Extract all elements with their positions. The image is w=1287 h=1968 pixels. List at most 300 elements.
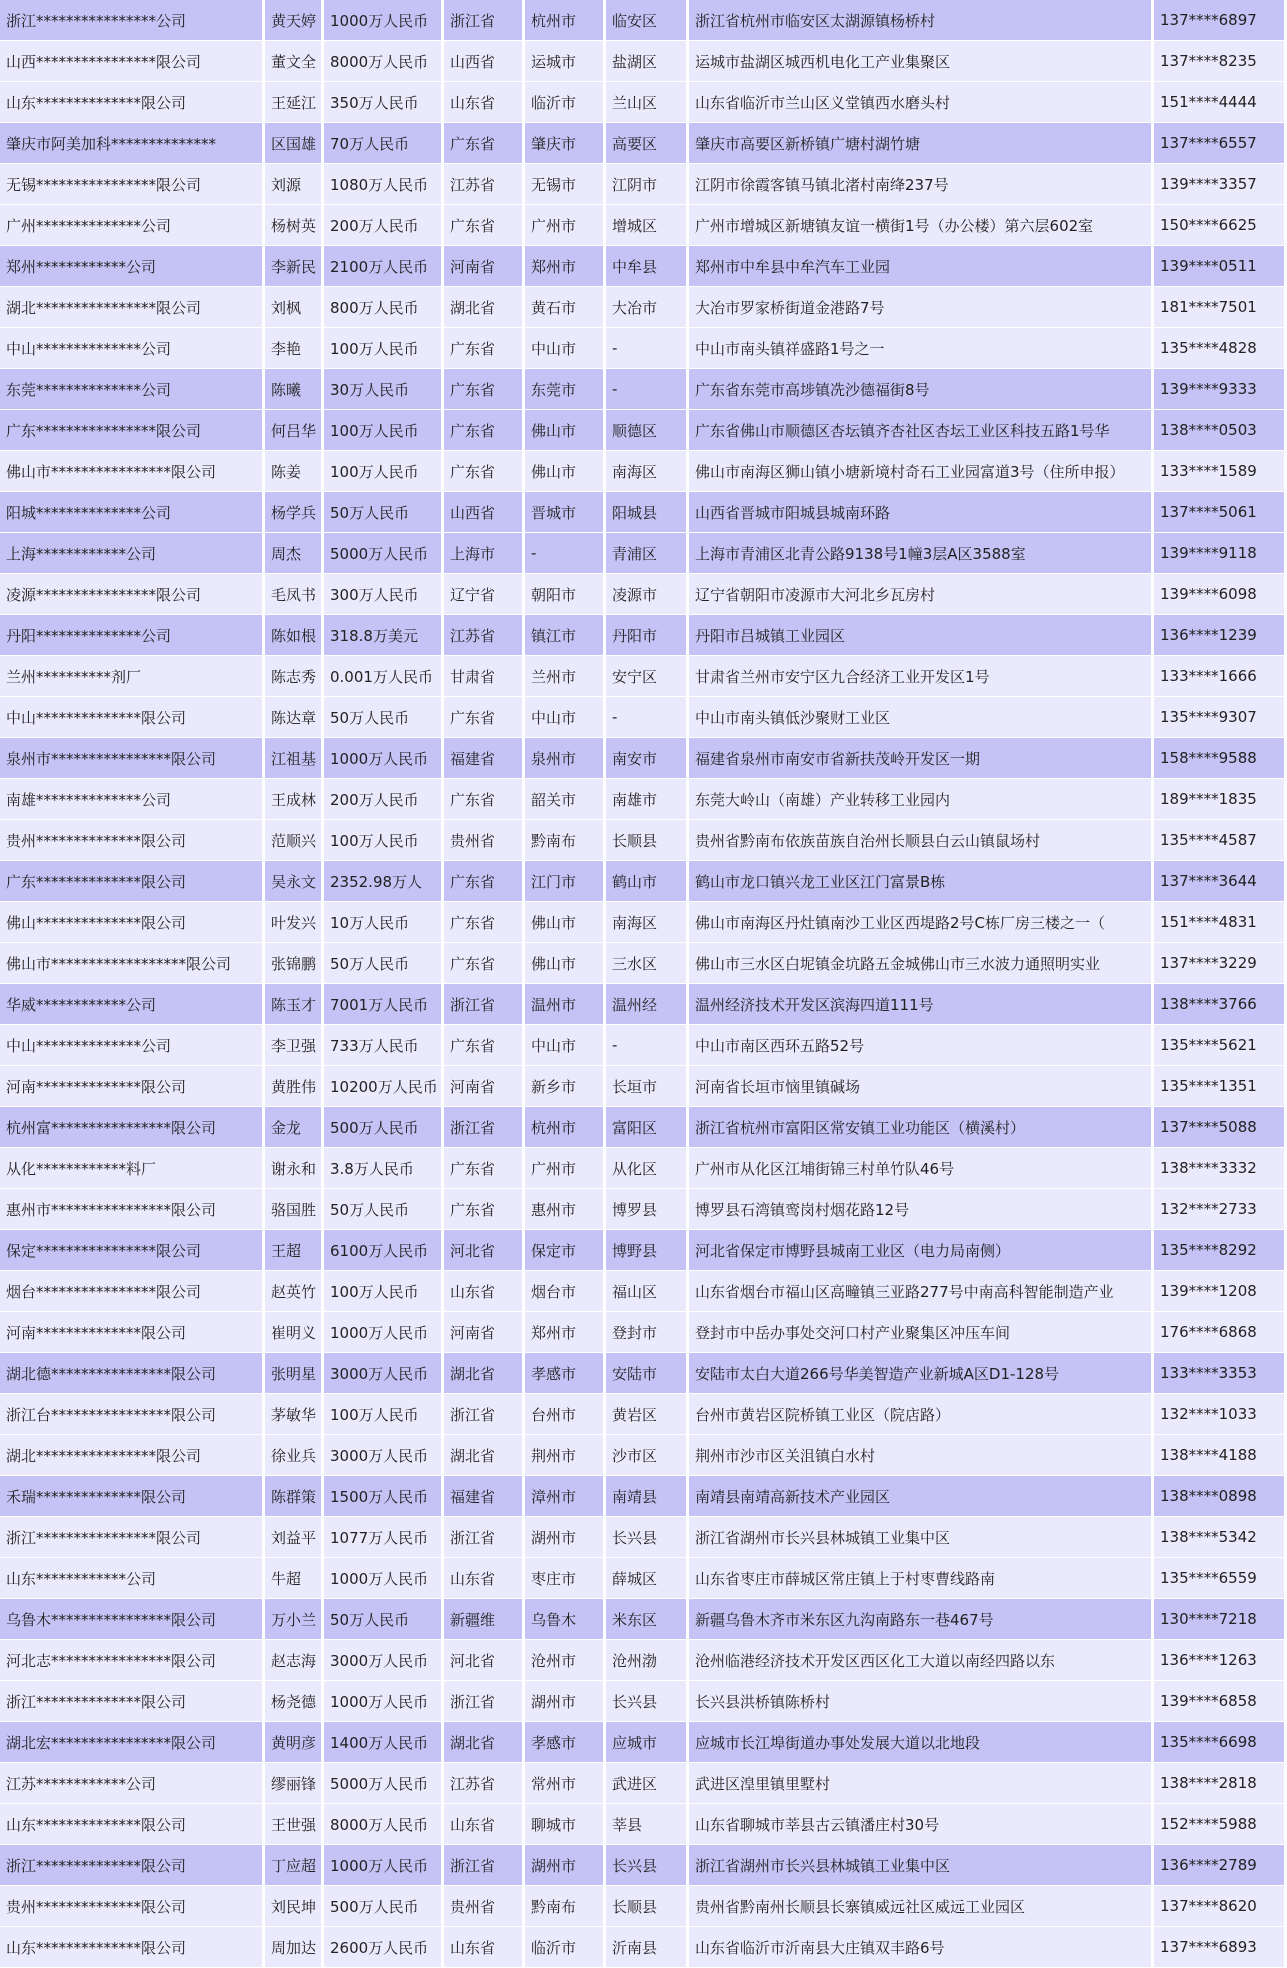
cell-district: 福山区 [606, 1271, 686, 1312]
cell-district: 阳城县 [606, 492, 686, 533]
cell-district: 鹤山市 [606, 861, 686, 902]
cell-company: 上海************公司 [0, 533, 262, 574]
cell-company: 从化************料厂 [0, 1148, 262, 1189]
cell-district: 黄岩区 [606, 1394, 686, 1435]
cell-phone: 151****4444 [1154, 82, 1284, 123]
cell-address: 贵州省黔南州长顺县长寨镇威远社区威远工业园区 [689, 1886, 1151, 1927]
cell-contact: 赵志海 [265, 1640, 321, 1681]
cell-address: 武进区湟里镇里墅村 [689, 1763, 1151, 1804]
cell-phone: 138****0898 [1154, 1476, 1284, 1517]
cell-address: 山东省枣庄市薛城区常庄镇上于村枣曹线路南 [689, 1558, 1151, 1599]
cell-address: 浙江省湖州市长兴县林城镇工业集中区 [689, 1517, 1151, 1558]
cell-province: 湖北省 [444, 1353, 522, 1394]
table-row [0, 1804, 1284, 1845]
cell-capital: 100万人民币 [324, 328, 441, 369]
cell-contact: 陈姜 [265, 451, 321, 492]
cell-province: 湖北省 [444, 1722, 522, 1763]
cell-district: 安陆市 [606, 1353, 686, 1394]
cell-province: 浙江省 [444, 1107, 522, 1148]
cell-phone: 135****9307 [1154, 697, 1284, 738]
cell-company: 浙江**************限公司 [0, 1845, 262, 1886]
cell-address: 浙江省杭州市富阳区常安镇工业功能区（横溪村） [689, 1107, 1151, 1148]
cell-city: 临沂市 [525, 82, 603, 123]
cell-contact: 杨尧德 [265, 1681, 321, 1722]
cell-company: 佛山市****************限公司 [0, 451, 262, 492]
cell-district: - [606, 1025, 686, 1066]
cell-capital: 50万人民币 [324, 1599, 441, 1640]
cell-district: 增城区 [606, 205, 686, 246]
cell-contact: 万小兰 [265, 1599, 321, 1640]
cell-district: 博罗县 [606, 1189, 686, 1230]
cell-capital: 800万人民币 [324, 287, 441, 328]
cell-contact: 丁应超 [265, 1845, 321, 1886]
cell-capital: 100万人民币 [324, 410, 441, 451]
table-row [0, 779, 1284, 820]
cell-city: 枣庄市 [525, 1558, 603, 1599]
cell-company: 中山**************公司 [0, 1025, 262, 1066]
cell-company: 山东**************限公司 [0, 1927, 262, 1968]
table-row [0, 533, 1284, 574]
cell-contact: 陈曦 [265, 369, 321, 410]
cell-contact: 董文全 [265, 41, 321, 82]
cell-address: 甘肃省兰州市安宁区九合经济工业开发区1号 [689, 656, 1151, 697]
table-row [0, 1353, 1284, 1394]
cell-contact: 崔明义 [265, 1312, 321, 1353]
cell-city: 荆州市 [525, 1435, 603, 1476]
cell-company: 河北志****************限公司 [0, 1640, 262, 1681]
cell-company: 佛山市******************限公司 [0, 943, 262, 984]
cell-city: 泉州市 [525, 738, 603, 779]
cell-address: 河南省长垣市恼里镇碱场 [689, 1066, 1151, 1107]
cell-capital: 1000万人民币 [324, 1681, 441, 1722]
cell-company: 浙江台****************限公司 [0, 1394, 262, 1435]
cell-capital: 7001万人民币 [324, 984, 441, 1025]
cell-address: 丹阳市吕城镇工业园区 [689, 615, 1151, 656]
cell-address: 佛山市三水区白坭镇金坑路五金城佛山市三水波力通照明实业 [689, 943, 1151, 984]
cell-capital: 5000万人民币 [324, 533, 441, 574]
cell-capital: 500万人民币 [324, 1107, 441, 1148]
cell-district: - [606, 369, 686, 410]
cell-province: 山东省 [444, 1804, 522, 1845]
cell-province: 江苏省 [444, 615, 522, 656]
cell-city: 保定市 [525, 1230, 603, 1271]
cell-province: 广东省 [444, 861, 522, 902]
cell-province: 江苏省 [444, 1763, 522, 1804]
cell-contact: 茅敏华 [265, 1394, 321, 1435]
cell-address: 辽宁省朝阳市凌源市大河北乡瓦房村 [689, 574, 1151, 615]
cell-province: 广东省 [444, 1189, 522, 1230]
cell-capital: 1000万人民币 [324, 738, 441, 779]
cell-phone: 138****2818 [1154, 1763, 1284, 1804]
cell-phone: 136****1263 [1154, 1640, 1284, 1681]
cell-city: 湖州市 [525, 1845, 603, 1886]
cell-district: - [606, 328, 686, 369]
cell-phone: 130****7218 [1154, 1599, 1284, 1640]
cell-address: 温州经济技术开发区滨海四道111号 [689, 984, 1151, 1025]
cell-company: 山东**************限公司 [0, 1804, 262, 1845]
cell-contact: 刘益平 [265, 1517, 321, 1558]
cell-district: 南海区 [606, 902, 686, 943]
cell-capital: 3000万人民币 [324, 1640, 441, 1681]
cell-district: 顺德区 [606, 410, 686, 451]
cell-contact: 陈达章 [265, 697, 321, 738]
cell-province: 贵州省 [444, 1886, 522, 1927]
cell-city: 湖州市 [525, 1517, 603, 1558]
cell-contact: 区国雄 [265, 123, 321, 164]
table-row [0, 1189, 1284, 1230]
cell-capital: 1500万人民币 [324, 1476, 441, 1517]
cell-phone: 137****6897 [1154, 0, 1284, 41]
cell-city: 运城市 [525, 41, 603, 82]
cell-city: 佛山市 [525, 410, 603, 451]
cell-phone: 150****6625 [1154, 205, 1284, 246]
cell-province: 浙江省 [444, 984, 522, 1025]
cell-city: 广州市 [525, 205, 603, 246]
table-row [0, 1312, 1284, 1353]
cell-capital: 1000万人民币 [324, 0, 441, 41]
table-row [0, 1066, 1284, 1107]
cell-company: 杭州富****************限公司 [0, 1107, 262, 1148]
cell-phone: 138****0503 [1154, 410, 1284, 451]
cell-company: 阳城**************公司 [0, 492, 262, 533]
cell-capital: 5000万人民币 [324, 1763, 441, 1804]
cell-district: 兰山区 [606, 82, 686, 123]
table-row [0, 451, 1284, 492]
cell-company: 广东****************限公司 [0, 410, 262, 451]
table-row [0, 1517, 1284, 1558]
cell-city: 烟台市 [525, 1271, 603, 1312]
cell-district: 薛城区 [606, 1558, 686, 1599]
cell-company: 广州**************公司 [0, 205, 262, 246]
cell-capital: 733万人民币 [324, 1025, 441, 1066]
cell-company: 湖北****************限公司 [0, 1435, 262, 1476]
cell-company: 佛山**************限公司 [0, 902, 262, 943]
cell-capital: 318.8万美元 [324, 615, 441, 656]
cell-capital: 3000万人民币 [324, 1435, 441, 1476]
table-row [0, 1927, 1284, 1968]
table-row [0, 164, 1284, 205]
table-row [0, 246, 1284, 287]
cell-address: 中山市南头镇祥盛路1号之一 [689, 328, 1151, 369]
cell-phone: 137****6557 [1154, 123, 1284, 164]
cell-contact: 杨树英 [265, 205, 321, 246]
cell-district: 安宁区 [606, 656, 686, 697]
cell-city: 郑州市 [525, 246, 603, 287]
cell-city: 韶关市 [525, 779, 603, 820]
cell-district: 米东区 [606, 1599, 686, 1640]
cell-phone: 137****8620 [1154, 1886, 1284, 1927]
table-row [0, 656, 1284, 697]
cell-district: 三水区 [606, 943, 686, 984]
cell-contact: 叶发兴 [265, 902, 321, 943]
cell-phone: 133****1666 [1154, 656, 1284, 697]
cell-address: 山西省晋城市阳城县城南环路 [689, 492, 1151, 533]
cell-address: 上海市青浦区北青公路9138号1幢3层A区3588室 [689, 533, 1151, 574]
cell-province: 上海市 [444, 533, 522, 574]
cell-district: 江阴市 [606, 164, 686, 205]
cell-phone: 189****1835 [1154, 779, 1284, 820]
cell-city: 朝阳市 [525, 574, 603, 615]
cell-city: 东莞市 [525, 369, 603, 410]
cell-district: 温州经 [606, 984, 686, 1025]
cell-district: 南安市 [606, 738, 686, 779]
cell-address: 南靖县南靖高新技术产业园区 [689, 1476, 1151, 1517]
cell-company: 广东**************限公司 [0, 861, 262, 902]
cell-address: 广东省佛山市顺德区杏坛镇齐杏社区杏坛工业区科技五路1号华 [689, 410, 1151, 451]
cell-phone: 133****3353 [1154, 1353, 1284, 1394]
cell-district: 从化区 [606, 1148, 686, 1189]
cell-district: 盐湖区 [606, 41, 686, 82]
cell-province: 广东省 [444, 369, 522, 410]
cell-phone: 136****2789 [1154, 1845, 1284, 1886]
cell-city: 惠州市 [525, 1189, 603, 1230]
cell-phone: 132****1033 [1154, 1394, 1284, 1435]
cell-phone: 138****5342 [1154, 1517, 1284, 1558]
cell-capital: 200万人民币 [324, 205, 441, 246]
cell-phone: 138****3766 [1154, 984, 1284, 1025]
table-row [0, 1886, 1284, 1927]
cell-district: - [606, 697, 686, 738]
cell-province: 广东省 [444, 1025, 522, 1066]
cell-phone: 139****0511 [1154, 246, 1284, 287]
cell-phone: 137****5061 [1154, 492, 1284, 533]
table-row [0, 1722, 1284, 1763]
cell-city: 黄石市 [525, 287, 603, 328]
cell-company: 湖北宏****************限公司 [0, 1722, 262, 1763]
cell-capital: 500万人民币 [324, 1886, 441, 1927]
cell-company: 中山**************限公司 [0, 697, 262, 738]
cell-address: 佛山市南海区狮山镇小塘新境村奇石工业园富道3号（住所申报） [689, 451, 1151, 492]
cell-capital: 2100万人民币 [324, 246, 441, 287]
cell-city: 佛山市 [525, 902, 603, 943]
cell-capital: 50万人民币 [324, 492, 441, 533]
table-row [0, 1148, 1284, 1189]
cell-district: 博野县 [606, 1230, 686, 1271]
cell-address: 贵州省黔南布依族苗族自治州长顺县白云山镇鼠场村 [689, 820, 1151, 861]
cell-phone: 139****3357 [1154, 164, 1284, 205]
cell-address: 山东省聊城市莘县古云镇潘庄村30号 [689, 1804, 1151, 1845]
cell-city: 无锡市 [525, 164, 603, 205]
cell-contact: 陈如根 [265, 615, 321, 656]
cell-company: 凌源****************限公司 [0, 574, 262, 615]
table-row [0, 1394, 1284, 1435]
cell-city: 孝感市 [525, 1722, 603, 1763]
cell-phone: 135****8292 [1154, 1230, 1284, 1271]
cell-province: 新疆维 [444, 1599, 522, 1640]
cell-phone: 137****5088 [1154, 1107, 1284, 1148]
cell-contact: 陈志秀 [265, 656, 321, 697]
cell-contact: 赵英竹 [265, 1271, 321, 1312]
cell-address: 荆州市沙市区关沮镇白水村 [689, 1435, 1151, 1476]
cell-province: 河南省 [444, 246, 522, 287]
cell-address: 广东省东莞市高埗镇冼沙德福街8号 [689, 369, 1151, 410]
table-row [0, 287, 1284, 328]
cell-phone: 135****5621 [1154, 1025, 1284, 1066]
cell-address: 安陆市太白大道266号华美智造产业新城A区D1-128号 [689, 1353, 1151, 1394]
table-row [0, 1763, 1284, 1804]
cell-district: 临安区 [606, 0, 686, 41]
cell-province: 浙江省 [444, 1517, 522, 1558]
cell-address: 台州市黄岩区院桥镇工业区（院店路） [689, 1394, 1151, 1435]
cell-city: 常州市 [525, 1763, 603, 1804]
cell-company: 浙江****************限公司 [0, 1517, 262, 1558]
cell-company: 河南**************限公司 [0, 1066, 262, 1107]
cell-province: 广东省 [444, 1148, 522, 1189]
cell-phone: 158****9588 [1154, 738, 1284, 779]
table-row [0, 369, 1284, 410]
cell-city: 中山市 [525, 1025, 603, 1066]
cell-company: 烟台****************限公司 [0, 1271, 262, 1312]
cell-province: 福建省 [444, 738, 522, 779]
table-row [0, 738, 1284, 779]
cell-company: 惠州市****************限公司 [0, 1189, 262, 1230]
cell-phone: 139****1208 [1154, 1271, 1284, 1312]
cell-city: 江门市 [525, 861, 603, 902]
cell-address: 大冶市罗家桥街道金港路7号 [689, 287, 1151, 328]
cell-company: 贵州**************限公司 [0, 1886, 262, 1927]
cell-address: 广州市从化区江埔街锦三村单竹队46号 [689, 1148, 1151, 1189]
cell-phone: 135****1351 [1154, 1066, 1284, 1107]
table-row [0, 697, 1284, 738]
cell-company: 山东**************限公司 [0, 82, 262, 123]
cell-company: 浙江**************限公司 [0, 1681, 262, 1722]
table-row [0, 41, 1284, 82]
cell-province: 山东省 [444, 82, 522, 123]
cell-city: 佛山市 [525, 943, 603, 984]
cell-district: 长顺县 [606, 820, 686, 861]
cell-company: 贵州**************限公司 [0, 820, 262, 861]
cell-company: 东莞**************公司 [0, 369, 262, 410]
cell-company: 禾瑞**************限公司 [0, 1476, 262, 1517]
cell-city: 沧州市 [525, 1640, 603, 1681]
cell-contact: 黄天婷 [265, 0, 321, 41]
cell-province: 河北省 [444, 1640, 522, 1681]
cell-phone: 137****8235 [1154, 41, 1284, 82]
cell-contact: 刘源 [265, 164, 321, 205]
cell-district: 中牟县 [606, 246, 686, 287]
cell-contact: 李新民 [265, 246, 321, 287]
cell-contact: 李卫强 [265, 1025, 321, 1066]
cell-company: 河南**************限公司 [0, 1312, 262, 1353]
cell-city: 孝感市 [525, 1353, 603, 1394]
cell-capital: 8000万人民币 [324, 1804, 441, 1845]
cell-phone: 135****4828 [1154, 328, 1284, 369]
cell-city: 广州市 [525, 1148, 603, 1189]
cell-contact: 毛凤书 [265, 574, 321, 615]
cell-province: 广东省 [444, 410, 522, 451]
cell-province: 广东省 [444, 902, 522, 943]
cell-city: 郑州市 [525, 1312, 603, 1353]
cell-address: 福建省泉州市南安市省新扶茂岭开发区一期 [689, 738, 1151, 779]
cell-contact: 刘民坤 [265, 1886, 321, 1927]
cell-capital: 50万人民币 [324, 697, 441, 738]
cell-capital: 6100万人民币 [324, 1230, 441, 1271]
cell-province: 浙江省 [444, 1681, 522, 1722]
cell-contact: 周加达 [265, 1927, 321, 1968]
cell-capital: 8000万人民币 [324, 41, 441, 82]
cell-company: 湖北德****************限公司 [0, 1353, 262, 1394]
cell-capital: 1077万人民币 [324, 1517, 441, 1558]
cell-capital: 350万人民币 [324, 82, 441, 123]
cell-phone: 136****1239 [1154, 615, 1284, 656]
cell-contact: 王世强 [265, 1804, 321, 1845]
cell-city: 黔南布 [525, 820, 603, 861]
cell-district: 青浦区 [606, 533, 686, 574]
cell-district: 武进区 [606, 1763, 686, 1804]
cell-phone: 135****4587 [1154, 820, 1284, 861]
cell-address: 浙江省湖州市长兴县林城镇工业集中区 [689, 1845, 1151, 1886]
cell-phone: 137****6893 [1154, 1927, 1284, 1968]
table-row [0, 410, 1284, 451]
cell-province: 山东省 [444, 1271, 522, 1312]
cell-district: 丹阳市 [606, 615, 686, 656]
cell-phone: 139****9118 [1154, 533, 1284, 574]
cell-address: 佛山市南海区丹灶镇南沙工业区西堤路2号C栋厂房三楼之一（ [689, 902, 1151, 943]
cell-province: 浙江省 [444, 1845, 522, 1886]
cell-address: 新疆乌鲁木齐市米东区九沟南路东一巷467号 [689, 1599, 1151, 1640]
cell-contact: 范顺兴 [265, 820, 321, 861]
cell-phone: 138****4188 [1154, 1435, 1284, 1476]
cell-capital: 1400万人民币 [324, 1722, 441, 1763]
cell-contact: 陈玉才 [265, 984, 321, 1025]
cell-company: 南雄**************公司 [0, 779, 262, 820]
cell-company: 山西****************限公司 [0, 41, 262, 82]
cell-district: 长兴县 [606, 1681, 686, 1722]
table-row [0, 902, 1284, 943]
cell-city: 镇江市 [525, 615, 603, 656]
cell-province: 河南省 [444, 1066, 522, 1107]
cell-province: 广东省 [444, 943, 522, 984]
table-row [0, 1476, 1284, 1517]
cell-district: 南海区 [606, 451, 686, 492]
table-row [0, 0, 1284, 41]
cell-phone: 139****9333 [1154, 369, 1284, 410]
cell-address: 运城市盐湖区城西机电化工产业集聚区 [689, 41, 1151, 82]
cell-address: 浙江省杭州市临安区太湖源镇杨桥村 [689, 0, 1151, 41]
table-row [0, 492, 1284, 533]
cell-capital: 30万人民币 [324, 369, 441, 410]
cell-company: 肇庆市阿美加科************** [0, 123, 262, 164]
cell-capital: 10万人民币 [324, 902, 441, 943]
cell-district: 南靖县 [606, 1476, 686, 1517]
cell-contact: 何吕华 [265, 410, 321, 451]
cell-capital: 3000万人民币 [324, 1353, 441, 1394]
cell-contact: 徐业兵 [265, 1435, 321, 1476]
cell-contact: 黄胜伟 [265, 1066, 321, 1107]
cell-city: 杭州市 [525, 1107, 603, 1148]
cell-province: 广东省 [444, 779, 522, 820]
cell-address: 肇庆市高要区新桥镇广塘村湖竹塘 [689, 123, 1151, 164]
table-row [0, 123, 1284, 164]
cell-phone: 135****6559 [1154, 1558, 1284, 1599]
cell-contact: 陈群策 [265, 1476, 321, 1517]
cell-province: 河北省 [444, 1230, 522, 1271]
cell-company: 中山**************公司 [0, 328, 262, 369]
cell-district: 长垣市 [606, 1066, 686, 1107]
cell-address: 博罗县石湾镇鸾岗村烟花路12号 [689, 1189, 1151, 1230]
cell-company: 湖北****************限公司 [0, 287, 262, 328]
cell-province: 广东省 [444, 205, 522, 246]
table-row [0, 574, 1284, 615]
cell-province: 湖北省 [444, 287, 522, 328]
cell-company: 丹阳**************公司 [0, 615, 262, 656]
cell-city: - [525, 533, 603, 574]
cell-contact: 黄明彦 [265, 1722, 321, 1763]
table-row [0, 1271, 1284, 1312]
table-row [0, 861, 1284, 902]
cell-district: 长顺县 [606, 1886, 686, 1927]
cell-capital: 1000万人民币 [324, 1558, 441, 1599]
